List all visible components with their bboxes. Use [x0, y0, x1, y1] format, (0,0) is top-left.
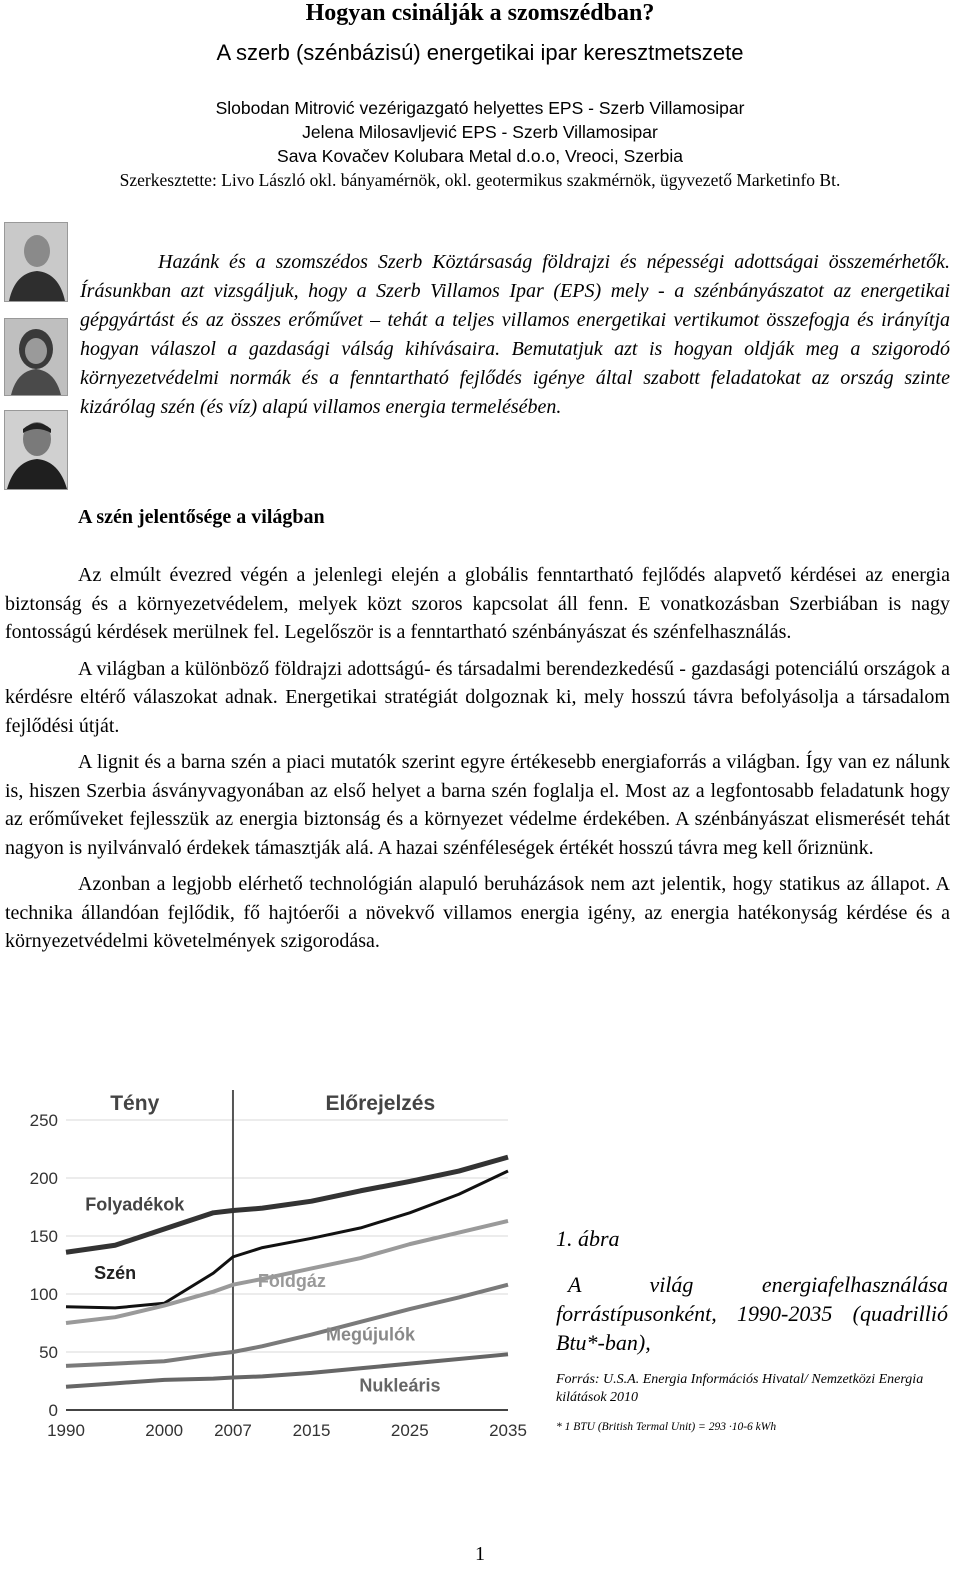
figure-note: * 1 BTU (British Termal Unit) = 293 ·10-6 kWh	[556, 1421, 777, 1433]
series-line	[66, 1285, 508, 1366]
author-line: Sava Kovačev Kolubara Metal d.o.o, Vreoci, Szerbia	[277, 146, 683, 166]
series-label: Folyadékok	[85, 1194, 185, 1215]
x-tick-label: 2035	[489, 1421, 527, 1440]
y-tick-label: 250	[29, 1111, 58, 1130]
y-tick-label: 50	[39, 1343, 58, 1362]
energy-chart	[18, 1072, 538, 1472]
x-tick-label: 2015	[292, 1421, 331, 1440]
author-block	[0, 96, 960, 192]
section-heading: A szén jelentősége a világban	[78, 506, 325, 528]
paragraph: A lignit és a barna szén a piaci mutatók szerint egyre értékesebb energiaforrás a világban. Így van ez nálunk is, hiszen Szerbia ásványvagyonában az első helyet a barna szén foglalja el. Most az a legfontosabb feladatunk hogy az erőműveket fejlesszük az energia biztonság és a környezet védelme érdekében. A szénbányászat elismerését tehát nagyon is nyilvánvaló érdekek támasztják alá. A hazai szénféleségek értékét hosszú távra meg kell őriznünk.	[5, 751, 950, 859]
author-photo	[4, 318, 68, 396]
y-tick-label: 150	[29, 1227, 58, 1246]
series-label: Megújulók	[325, 1324, 415, 1345]
abstract	[80, 248, 950, 422]
region-label-forecast: Előrejelzés	[325, 1092, 436, 1115]
figure-caption	[556, 1226, 948, 1433]
figure-title: A világ energiafelhasználása forrástípusonként, 1990-2035 (quadrillió Btu*-ban),	[556, 1272, 948, 1355]
x-tick-label: 2000	[145, 1421, 184, 1440]
y-tick-label: 200	[29, 1169, 58, 1188]
x-tick-label: 1990	[47, 1421, 85, 1440]
x-tick-label: 2025	[390, 1421, 429, 1440]
editor-line: Szerkesztette: Livo László okl. bányamérnök, okl. geotermikus szakmérnök, ügyvezető Marketinfo Bt.	[119, 170, 841, 190]
abstract-text: Hazánk és a szomszédos Szerb Köztársaság földrajzi és népességi adottságai összemérhetők. Írásunkban azt vizsgáljuk, hogy a Szerb Villamos Ipar (EPS) mely - a szénbányászatot az energetikai gépgyártást és az összes erőművet – tehát a teljes villamos energetikai vertikumot összefogja és irányítja hogyan válaszol a gazdasági válság kihívásaira. Bemutatjuk azt is hogyan oldják meg a szigorodó környezetvédelmi normák és a fenntartható fejlődés igénye által szabott feladatokat az ország szinte kizárólag szén (és víz) alapú villamos energia termelésében.	[80, 251, 950, 418]
figure-source: Forrás: U.S.A. Energia Információs Hivatal/ Nemzetközi Energia kilátások 2010	[556, 1372, 924, 1405]
paragraph: A világban a különböző földrajzi adottságú- és társadalmi berendezkedésű - gazdasági potenciálú országok a kérdésre eltérő válaszokat adnak. Energetikai stratégiát dolgoznak ki, mely hosszú távra befolyásolja a társadalom fejlődési útját.	[5, 657, 950, 737]
author-line: Jelena Milosavljević EPS - Szerb Villamosipar	[302, 122, 658, 142]
page-title: Hogyan csinálják a szomszédban?	[305, 0, 655, 26]
body-text	[5, 561, 950, 964]
x-tick-label: 2007	[214, 1421, 252, 1440]
series-label: Földgáz	[257, 1271, 326, 1292]
y-tick-label: 100	[29, 1285, 58, 1304]
y-tick-label: 0	[48, 1401, 58, 1420]
author-line: Slobodan Mitrović vezérigazgató helyettes EPS - Szerb Villamosipar	[215, 98, 745, 118]
portrait-icon	[5, 319, 67, 395]
series-line	[66, 1354, 508, 1386]
series-label: Nukleáris	[359, 1375, 441, 1396]
chart-svg	[18, 1072, 538, 1472]
paragraph: Az elmúlt évezred végén a jelenlegi elején a globális fenntartható fejlődés alapvető kérdései az energia biztonság és a környezetvédelem, melyek közt szoros kapcsolat áll fenn. E vonatkozásban Szerbiában is nagy fontosságú kérdések merülnek fel. Legelőször is a fenntartható szénbányászat és szénfelhasználás.	[5, 564, 950, 643]
portrait-icon	[5, 411, 67, 489]
portrait-icon	[5, 223, 67, 301]
page-number: 1	[475, 1543, 485, 1565]
region-label-history: Tény	[110, 1092, 160, 1115]
figure-number: 1. ábra	[556, 1226, 620, 1251]
series-label: Szén	[94, 1262, 137, 1283]
author-photo	[4, 222, 68, 302]
paragraph: Azonban a legjobb elérhető technológián alapuló beruházások nem azt jelentik, hogy statikus az állapot. A technika állandóan fejlődik, fő hajtóerői a növekvő villamos energia igény, az energia hatékonyság kérdése és a környezetvédelmi követelmények szigorodása.	[5, 873, 950, 952]
subtitle: A szerb (szénbázisú) energetikai ipar keresztmetszete	[216, 40, 744, 65]
author-photo	[4, 410, 68, 490]
